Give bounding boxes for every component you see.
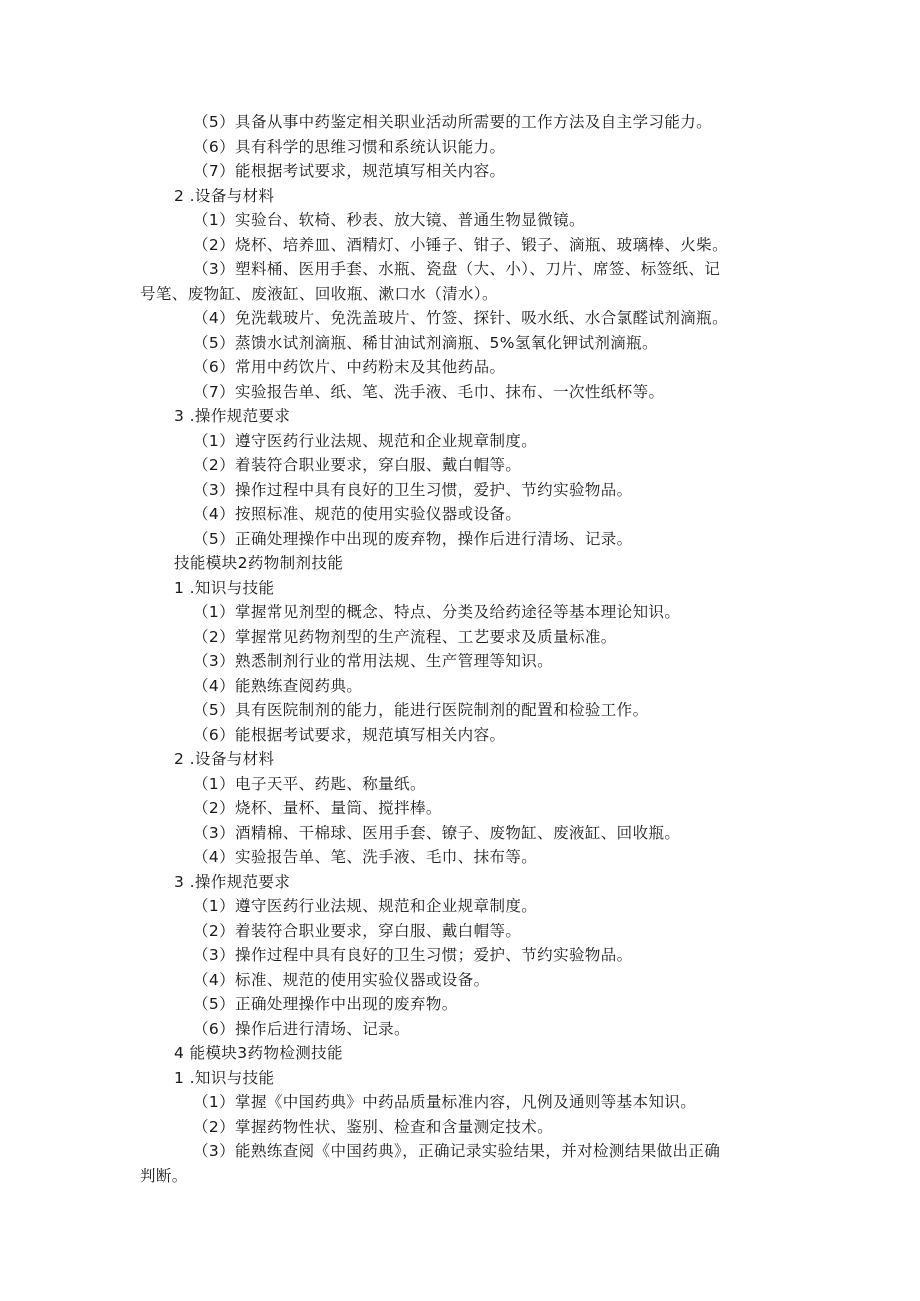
text-line: （2）烧杯、量杯、量筒、搅拌棒。	[193, 799, 442, 817]
text-line: （5）具备从事中药鉴定相关职业活动所需要的工作方法及自主学习能力。	[193, 113, 713, 131]
text-line-continued: 判断。	[140, 1166, 188, 1185]
text-line: （3）熟悉制剂行业的常用法规、生产管理等知识。	[193, 652, 554, 670]
text-line: （3）酒精棉、干棉球、医用手套、镣子、废物缸、废液缸、回收瓶。	[193, 823, 681, 842]
text-line: （1）遵守医药行业法规、规范和企业规章制度。	[193, 431, 538, 450]
text-line: （3）塑料桶、医用手套、水瓶、瓷盘（大、小）、刀片、席签、标签纸、记	[193, 260, 721, 278]
text-line: （5）正确处理操作中出现的废弃物，操作后进行清场、记录。	[193, 529, 633, 548]
section-heading: 1 .知识与技能	[174, 1068, 275, 1087]
text-line: （2）掌握药物性状、鉴别、检查和含量测定技术。	[193, 1117, 554, 1136]
section-heading: 2 .设备与材料	[174, 186, 275, 205]
section-heading: 1 .知识与技能	[174, 578, 275, 597]
text-line: （6）具有科学的思维习惯和系统认识能力。	[193, 137, 506, 156]
text-line: （2）着装符合职业要求，穿白服、戴白帽等。	[193, 921, 522, 940]
text-line: （3）操作过程中具有良好的卫生习惯；爱护、节约实验物品。	[193, 946, 633, 964]
text-line: （3）操作过程中具有良好的卫生习惯，爱护、节约实验物品。	[193, 480, 633, 499]
text-line: （5）正确处理操作中出现的废弃物。	[193, 995, 458, 1013]
text-line: （4）实验报告单、笔、洗手液、毛巾、抹布等。	[193, 848, 538, 866]
text-line: （4）免洗载玻片、免洗盖玻片、竹签、探针、吸水纸、水合氯醛试剂滴瓶。	[193, 309, 728, 327]
text-line: （1）电子天平、药匙、称量纸。	[193, 774, 426, 793]
text-line: （4）按照标准、规范的使用实验仪器或设备。	[193, 505, 522, 523]
text-line: （4）能熟练查阅药典。	[193, 676, 363, 695]
module-heading: 技能模块2药物制剂技能	[174, 554, 344, 572]
text-line: （4）标准、规范的使用实验仪器或设备。	[193, 970, 490, 989]
text-line: （6）常用中药饮片、中药粉末及其他药品。	[193, 358, 506, 376]
section-heading: 2 .设备与材料	[174, 750, 275, 768]
text-line: （1）实验台、软椅、秒表、放大镜、普通生物显微镜。	[193, 211, 585, 229]
text-line: （2）着装符合职业要求，穿白服、戴白帽等。	[193, 456, 522, 474]
text-line-continued: 号笔、废物缸、废液缸、回收瓶、漱口水（清水）。	[140, 284, 498, 303]
text-line: （7）实验报告单、纸、笔、洗手液、毛巾、抹布、一次性纸杯等。	[193, 382, 665, 401]
text-line: （1）掌握常见剂型的概念、特点、分类及给药途径等基本理论知识。	[193, 603, 681, 621]
text-line: （2）烧杯、培养皿、酒精灯、小锤子、钳子、锻子、滴瓶、玻璃棒、火柴。	[193, 235, 728, 254]
text-line: （5）具有医院制剂的能力，能进行医院制剂的配置和检验工作。	[193, 701, 649, 719]
text-line: （3）能熟练查阅《中国药典》，正确记录实验结果，并对检测结果做出正确	[193, 1142, 721, 1160]
section-heading: 3 .操作规范要求	[174, 407, 291, 425]
text-line: （1）遵守医药行业法规、规范和企业规章制度。	[193, 897, 538, 915]
text-line: （7）能根据考试要求，规范填写相关内容。	[193, 162, 506, 180]
text-line: （2）掌握常见药物剂型的生产流程、工艺要求及质量标准。	[193, 627, 617, 646]
text-line: （6）能根据考试要求，规范填写相关内容。	[193, 725, 506, 744]
text-line: （5）蒸馈水试剂滴瓶、稀甘油试剂滴瓶、5%氢氧化钾试剂滴瓶。	[193, 333, 658, 352]
text-line: （1）掌握《中国药典》中药品质量标准内容，凡例及通则等基本知识。	[193, 1093, 697, 1111]
module-heading: 4 能模块3药物检测技能	[174, 1044, 343, 1062]
text-line: （6）操作后进行清场、记录。	[193, 1019, 410, 1038]
section-heading: 3 .操作规范要求	[174, 872, 291, 891]
